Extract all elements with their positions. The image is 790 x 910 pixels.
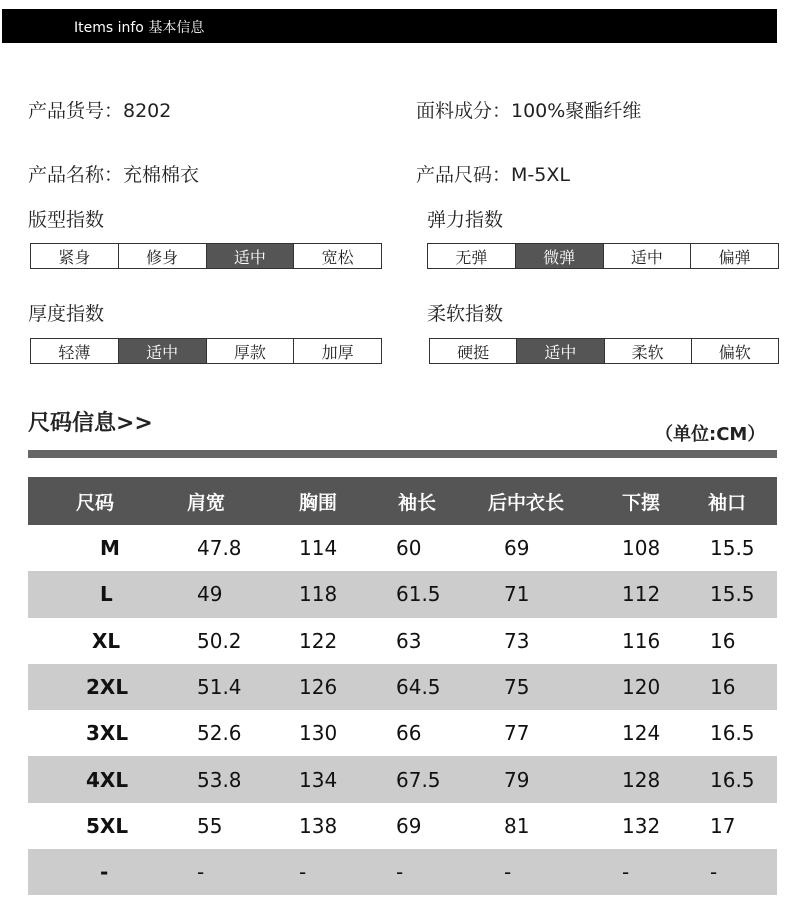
measure-cell: 118 xyxy=(299,582,338,607)
size-cell: L xyxy=(100,582,113,607)
softness-option: 硬挺 xyxy=(430,339,516,363)
measure-cell: 124 xyxy=(622,721,661,746)
size-cell: XL xyxy=(92,628,121,653)
fit-option: 修身 xyxy=(118,244,206,268)
measure-cell: 64.5 xyxy=(396,675,441,700)
size-cell: 4XL xyxy=(86,767,129,792)
size-cell: - xyxy=(100,860,109,885)
measure-cell: 16 xyxy=(710,628,736,653)
header-cell: 袖长 xyxy=(398,491,437,514)
measure-cell: 63 xyxy=(396,628,422,653)
size-table-body xyxy=(28,525,777,895)
softness-index-scale xyxy=(429,338,779,364)
measure-cell: 132 xyxy=(622,813,661,838)
material-composition: 面料成分：100%聚酯纤维 xyxy=(416,100,642,122)
header-cell: 肩宽 xyxy=(187,491,226,514)
thickness-index-scale xyxy=(30,338,382,364)
measure-cell: 16.5 xyxy=(710,721,755,746)
header-cell: 尺码 xyxy=(76,491,115,514)
stretch-option: 无弹 xyxy=(428,244,515,268)
measure-cell: 73 xyxy=(504,628,530,653)
measure-cell: 55 xyxy=(197,813,223,838)
table-row xyxy=(28,849,777,895)
thickness-option: 厚款 xyxy=(206,339,294,363)
measure-cell: 130 xyxy=(299,721,338,746)
stretch-option: 偏弹 xyxy=(690,244,778,268)
table-row xyxy=(28,571,777,617)
header-cell: 袖口 xyxy=(708,491,747,514)
measure-cell: 128 xyxy=(622,767,661,792)
measure-cell: 75 xyxy=(504,675,530,700)
thickness-option: 轻薄 xyxy=(31,339,118,363)
unit-note: （单位:CM） xyxy=(655,424,766,445)
measure-cell: 79 xyxy=(504,767,530,792)
size-cell: 2XL xyxy=(86,675,129,700)
softness-index-label: 柔软指数 xyxy=(427,303,504,325)
table-row xyxy=(28,664,777,710)
measure-cell: 120 xyxy=(622,675,661,700)
measure-cell: 114 xyxy=(299,536,338,561)
measure-cell: - xyxy=(504,860,512,885)
measure-cell: - xyxy=(299,860,307,885)
table-row xyxy=(28,710,777,756)
measure-cell: 49 xyxy=(197,582,223,607)
fit-index-label: 版型指数 xyxy=(28,209,105,231)
size-info-title: 尺码信息>> xyxy=(28,411,153,436)
measure-cell: 16.5 xyxy=(710,767,755,792)
softness-option: 柔软 xyxy=(604,339,691,363)
top-banner xyxy=(2,9,777,43)
header-cell: 下摆 xyxy=(622,491,661,514)
table-row xyxy=(28,618,777,664)
measure-cell: - xyxy=(710,860,718,885)
table-row xyxy=(28,525,777,571)
measure-cell: - xyxy=(396,860,404,885)
measure-cell: 17 xyxy=(710,813,736,838)
size-cell: 5XL xyxy=(86,813,129,838)
size-cell: M xyxy=(100,536,120,561)
measure-cell: 116 xyxy=(622,628,661,653)
stretch-option: 微弹 xyxy=(515,244,603,268)
measure-cell: 66 xyxy=(396,721,422,746)
size-range: 产品尺码：M-5XL xyxy=(416,164,570,186)
measure-cell: 47.8 xyxy=(197,536,242,561)
measure-cell: 71 xyxy=(504,582,530,607)
measure-cell: 61.5 xyxy=(396,582,441,607)
measure-cell: 108 xyxy=(622,536,661,561)
measure-cell: 52.6 xyxy=(197,721,242,746)
fit-option: 宽松 xyxy=(293,244,381,268)
softness-option: 适中 xyxy=(516,339,603,363)
stretch-index-label: 弹力指数 xyxy=(427,209,504,231)
table-row xyxy=(28,803,777,849)
product-name: 产品名称：充棉棉衣 xyxy=(28,164,200,186)
measure-cell: 69 xyxy=(504,536,530,561)
measure-cell: 60 xyxy=(396,536,422,561)
measure-cell: 134 xyxy=(299,767,338,792)
measure-cell: 81 xyxy=(504,813,530,838)
fit-index-scale xyxy=(30,243,382,269)
measure-cell: 77 xyxy=(504,721,530,746)
thickness-option: 适中 xyxy=(118,339,206,363)
stretch-index-scale xyxy=(427,243,779,269)
measure-cell: 51.4 xyxy=(197,675,242,700)
softness-option: 偏软 xyxy=(691,339,778,363)
measure-cell: 53.8 xyxy=(197,767,242,792)
measure-cell: 50.2 xyxy=(197,628,242,653)
measure-cell: 15.5 xyxy=(710,536,755,561)
size-cell: 3XL xyxy=(86,721,129,746)
measure-cell: - xyxy=(197,860,205,885)
measure-cell: 15.5 xyxy=(710,582,755,607)
header-cell: 后中衣长 xyxy=(488,491,565,514)
item-number: 产品货号：8202 xyxy=(28,100,172,122)
measure-cell: 112 xyxy=(622,582,661,607)
measure-cell: 69 xyxy=(396,813,422,838)
measure-cell: - xyxy=(622,860,630,885)
section-divider xyxy=(28,450,777,458)
table-row xyxy=(28,756,777,802)
measure-cell: 138 xyxy=(299,813,338,838)
measure-cell: 67.5 xyxy=(396,767,441,792)
banner-title: Items info 基本信息 xyxy=(74,20,205,36)
fit-option: 适中 xyxy=(206,244,294,268)
measure-cell: 16 xyxy=(710,675,736,700)
measure-cell: 126 xyxy=(299,675,338,700)
thickness-index-label: 厚度指数 xyxy=(28,303,105,325)
thickness-option: 加厚 xyxy=(293,339,381,363)
size-table-header xyxy=(28,477,777,525)
measure-cell: 122 xyxy=(299,628,338,653)
header-cell: 胸围 xyxy=(299,491,338,514)
stretch-option: 适中 xyxy=(603,244,691,268)
fit-option: 紧身 xyxy=(31,244,118,268)
